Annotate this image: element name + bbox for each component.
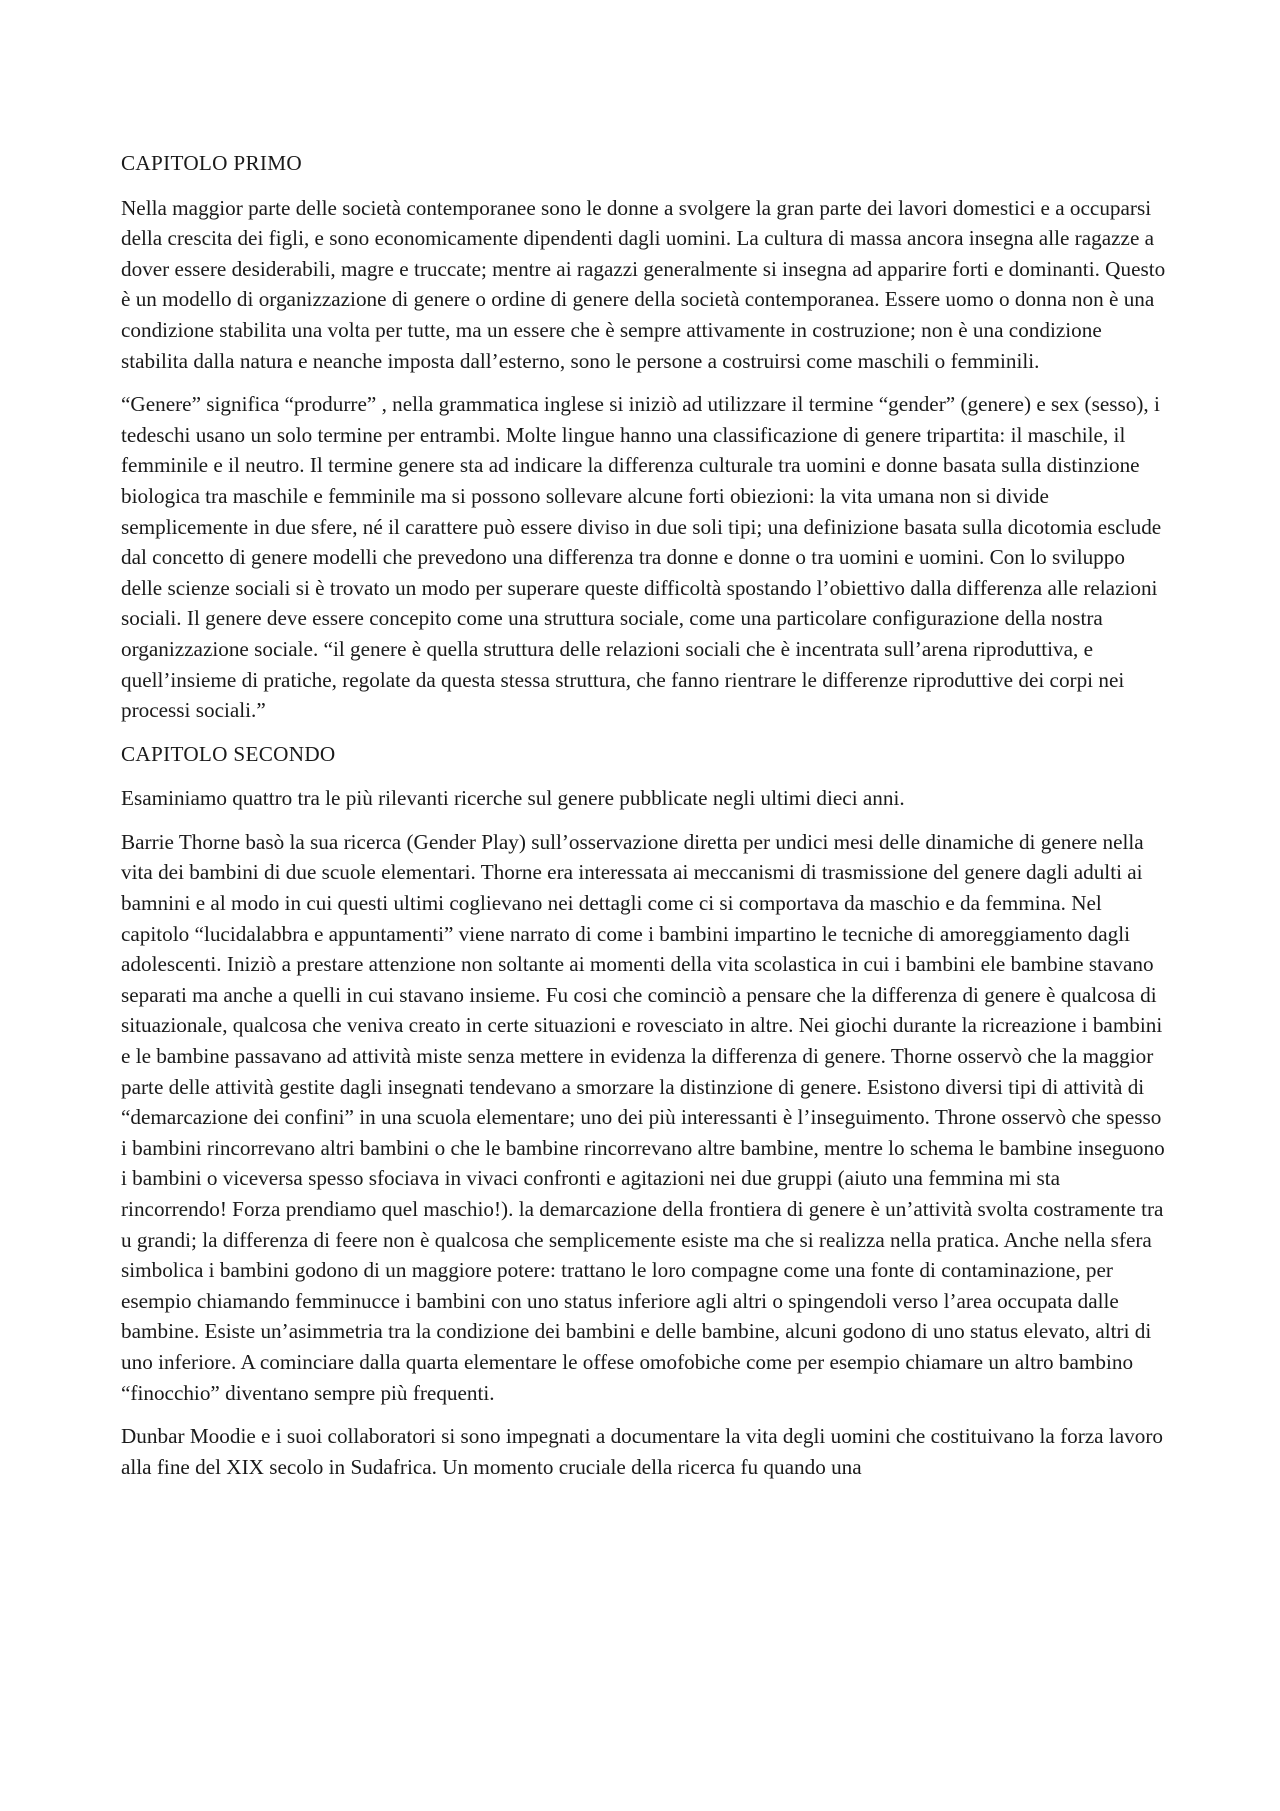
chapter-two-paragraph-2: Barrie Thorne basò la sua ricerca (Gender Play) sull’osservazione diretta per undici mesi delle dinamiche di genere nella vita dei bambini di due scuole elementari. Thorne era interessata ai meccanismi di trasmissione del genere dagli adulti ai bamnini e al modo in cui questi ultimi coglievano nei dettagli come ci si comportava da maschio e da femmina. Nel capitolo “lucidalabbra e appuntamenti” viene narrato di come i bambini impartino le tecniche di amoreggiamento dagli adolescenti. Iniziò a prestare attenzione non soltante ai momenti della vita scolastica in cui i bambini ele bambine stavano separati ma anche a quelli in cui stavano insieme. Fu cosi che cominciò a pensare che la differenza di genere è qualcosa di situazionale, qualcosa che veniva creato in certe situazioni e rovesciato in altre. Nei giochi durante la ricreazione i bambini e le bambine passavano ad attività miste senza mettere in evidenza la differenza di genere. Thorne osservò che la maggior parte delle attività gestite dagli insegnati tendevano a smorzare la distinzione di genere. Esistono diversi tipi di attività di “demarcazione dei confini” in una scuola elementare; uno dei più interessanti è l’inseguimento. Throne osservò che spesso i bambini rincorrevano altri bambini o che le bambine rincorrevano altre bambine, mentre lo schema le bambine inseguono i bambini o viceversa spesso sfociava in vivaci confronti e agitazioni nei due gruppi (aiuto una femmina mi sta rincorrendo! Forza prendiamo quel maschio!). la demarcazione della frontiera di genere è un’attività svolta costramente tra u grandi; la differenza di feere non è qualcosa che semplicemente esiste ma che si realizza nella pratica. Anche nella sfera simbolica i bambini godono di un maggiore potere: trattano le loro compagne come una fonte di contaminazione, per esempio chiamando femminucce i bambini con uno status inferiore agli altri o spingendoli verso l’area occupata dalle bambine. Esiste un’asimmetria tra la condizione dei bambini e delle bambine, alcuni godono di uno status elevato, altri di uno inferiore. A cominciare dalla quarta elementare le offese omofobiche come per esempio chiamare un altro bambino “finocchio” diventano sempre più frequenti.: [121, 829, 1165, 1405]
document-body: [121, 148, 1171, 1495]
chapter-one-paragraph-2: “Genere” significa “produrre” , nella grammatica inglese si iniziò ad utilizzare il termine “gender” (genere) e sex (sesso), i tedeschi usano un solo termine per entrambi. Molte lingue hanno una classificazione di genere tripartita: il maschile, il femminile e il neutro. Il termine genere sta ad indicare la differenza culturale tra uomini e donne basata sulla distinzione biologica tra maschile e femminile ma si possono sollevare alcune forti obiezioni: la vita umana non si divide semplicemente in due sfere, né il carattere può essere diviso in due soli tipi; una definizione basata sulla dicotomia esclude dal concetto di genere modelli che prevedono una differenza tra donne e donne o tra uomini e uomini. Con lo sviluppo delle scienze sociali si è trovato un modo per superare queste difficoltà spostando l’obiettivo dalla differenza alle relazioni sociali. Il genere deve essere concepito come una struttura sociale, come una particolare configurazione della nostra organizzazione sociale. “il genere è quella struttura delle relazioni sociali che è incentrata sull’arena riproduttiva, e quell’insieme di pratiche, regolate da questa stessa struttura, che fanno rientrare le differenze riproduttive dei corpi nei processi sociali.”: [121, 392, 1162, 723]
chapter-one-paragraph-1: Nella maggior parte delle società contemporanee sono le donne a svolgere la gran parte dei lavori domestici e a occuparsi della crescita dei figli, e sono economicamente dipendenti dagli uomini. La cultura di massa ancora insegna alle ragazze a dover essere desiderabili, magre e truccate; mentre ai ragazzi generalmente si insegna ad apparire forti e dominanti. Questo è un modello di organizzazione di genere o ordine di genere della società contemporanea. Essere uomo o donna non è una condizione stabilita una volta per tutte, ma un essere che è sempre attivamente in costruzione; non è una condizione stabilita dalla natura e neanche imposta dall’esterno, sono le persone a costruirsi come maschili o femminili.: [121, 195, 1166, 373]
chapter-two-title: CAPITOLO SECONDO: [121, 741, 336, 766]
chapter-two-paragraph-1: Esaminiamo quattro tra le più rilevanti ricerche sul genere pubblicate negli ultimi dieci anni.: [121, 786, 905, 811]
chapter-one-title: CAPITOLO PRIMO: [121, 151, 302, 175]
chapter-two-paragraph-3: Dunbar Moodie e i suoi collaboratori si sono impegnati a documentare la vita degli uomini che costituivano la forza lavoro alla fine del XIX secolo in Sudafrica. Un momento cruciale della ricerca fu quando una: [121, 1424, 1164, 1479]
